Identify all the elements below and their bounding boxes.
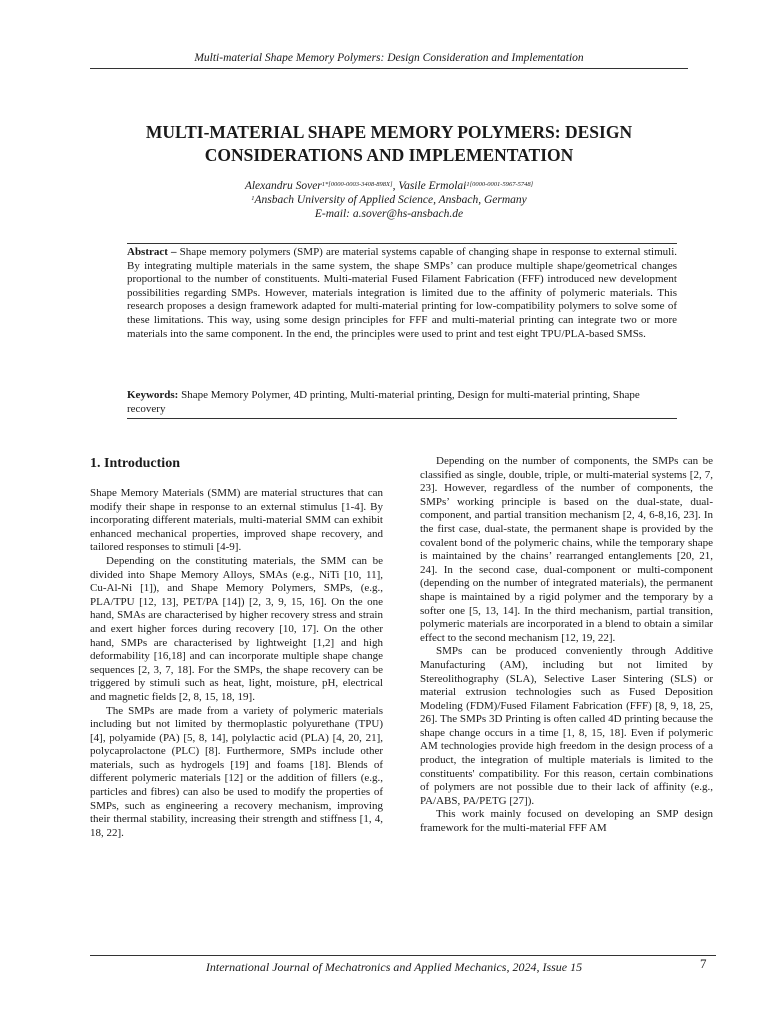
abstract-bottom-rule xyxy=(127,418,677,419)
title-line-1: MULTI-MATERIAL SHAPE MEMORY POLYMERS: DESIGN xyxy=(145,122,633,142)
keywords xyxy=(127,389,677,416)
paragraph: Depending on the number of components, the SMPs can be classified as single, double, triple, or multi-material systems [2, 7, 23]. However, regardless of the number of components, the SMPs’ working principle is based on the dual-state, dual-component, and partial transition mechanism [2, 4, 6-8,16, 23]. In the first case, dual-state, the permanent shape is provided by the covalent bond of the polymeric chains, while the temporary shape is maintained by the chains’ rearranged entanglements [20, 21, 24]. In the second case, dual-component or multi-component (depending on the number of integrated materials), the permanent shape is maintained by a rigid polymer and the temporary by a softer one [5, 13, 14]. In the third mechanism, partial transition, polymeric materials are incorporated in a blend to obtain a similar effect to the second mechanism [12, 19, 22]. xyxy=(420,455,713,644)
paragraph: This work mainly focused on developing an SMP design framework for the multi-material FFF AM xyxy=(420,808,713,835)
keywords-label: Keywords: xyxy=(127,389,179,401)
paper-title xyxy=(90,121,688,167)
author-2: , Vasile Ermolai xyxy=(392,180,467,192)
author-line xyxy=(90,179,688,193)
title-line-2: CONSIDERATIONS AND IMPLEMENTATION xyxy=(204,145,574,165)
abstract-top-rule xyxy=(127,243,677,244)
header-rule xyxy=(90,68,688,69)
author-block xyxy=(90,179,688,221)
email: E-mail: a.sover@hs-ansbach.de xyxy=(314,208,464,220)
keywords-text: Shape Memory Polymer, 4D printing, Multi-material printing, Design for multi-material printing, Shape recovery xyxy=(127,389,640,415)
paragraph: The SMPs are made from a variety of polymeric materials including but not limited by thermoplastic polyurethane (TPU) [4], polyamide (PA) [5, 8, 14], polylactic acid (PLA) [4, 20, 21], polycaprolactone (PLC) [8]. Furthermore, SMPs include other materials, such as hydrogels [19] and foams [18]. Blends of different polymeric materials [12] or the addition of fillers (e.g., particles and fibres) can also be used to modify the properties of SMPs, such as engineering a recovery mechanism, improving their thermal stability, increasing their strength and stiffness [1, 4, 18, 22]. xyxy=(90,704,383,839)
abstract-label: Abstract – xyxy=(127,246,177,258)
column-left xyxy=(90,487,383,840)
journal-footer: International Journal of Mechatronics and Applied Mechanics, 2024, Issue 15 xyxy=(205,960,583,974)
page-number: 7 xyxy=(700,956,707,971)
affiliation-marker: 1 xyxy=(251,195,255,202)
abstract xyxy=(127,246,677,341)
author-1-orcid: 1*[0000-0003-3408-898X] xyxy=(321,181,393,188)
column-right xyxy=(420,455,713,836)
affiliation xyxy=(90,193,688,207)
running-head: Multi-material Shape Memory Polymers: Design Consideration and Implementation xyxy=(194,52,584,64)
paragraph: SMPs can be produced conveniently through Additive Manufacturing (AM), including but not limited by Stereolithography (SLA), Selective Laser Sintering (SLS) or material extrusion technologies such as Fused Deposition Modeling (FDM)/Fused Filament Fabrication (FFF) [8, 9, 18, 25, 26]. The SMPs 3D Printing is often called 4D printing because the shape change occurs in a time [1, 8, 15, 18]. Even if polymeric AM technologies provide high freedom in the design process of a product, the integration of multiple materials is limited to the constituents' compatibility. For this reason, certain combinations of polymers are not possible due to their lack of affinity (e.g., PA/ABS, PA/PETG [27]). xyxy=(420,645,713,807)
author-1: Alexandru Sover xyxy=(244,180,322,192)
section-heading: 1. Introduction xyxy=(90,456,180,471)
paragraph: Shape Memory Materials (SMM) are material structures that can modify their shape in response to an external stimulus [1-4]. By incorporating different materials, multi-material SMM can exhibit enhanced mechanical properties, improved shape recovery, and tailored responses to stimuli [4-9]. xyxy=(90,487,383,554)
author-2-orcid: 1[0000-0001-5967-5748] xyxy=(466,181,534,188)
affiliation-text: Ansbach University of Applied Science, Ansbach, Germany xyxy=(254,194,527,206)
paragraph: Depending on the constituting materials, the SMM can be divided into Shape Memory Alloys, SMAs (e.g., NiTi [10, 11], Cu-Al-Ni [1]), and Shape Memory Polymers, SMPs, (e.g., PLA/TPU [12, 13], PET/PA [14]) [2, 3, 9, 15, 16]. On the one hand, SMAs are characterised by higher recovery stress and strain and exert higher forces during recovery [10, 17]. On the other hand, SMPs are characterised by lightweight [1,2] and high deformability [16,18] and can incorporate multiple shape change sequences [2, 3, 7, 18]. For the SMPs, the shape recovery can be triggered by stimuli such as heat, light, moisture, pH, electrical and magnetic fields [2, 8, 15, 18, 19]. xyxy=(90,554,383,703)
abstract-text: Shape memory polymers (SMP) are material systems capable of changing shape in response to external stimuli. By integrating multiple materials in the same system, the shape SMPs’ can produce multiple shape/geometrical changes proportional to the number of constituents. Multi-material Fused Filament Fabrication (FFF) introduced new development possibilities regarding SMPs. However, materials integration is limited due to the affinity of polymeric materials. This research proposes a design framework adapted for multi-material printing for low-compatibility polymers to solve some of these limitations. This way, using some design principles for FFF and multi-material printing can integrate two or more materials into the same component. In the end, the principles were used to print and test eight TPU/PLA-based SMSs. xyxy=(127,246,678,340)
footer-rule xyxy=(90,955,716,956)
